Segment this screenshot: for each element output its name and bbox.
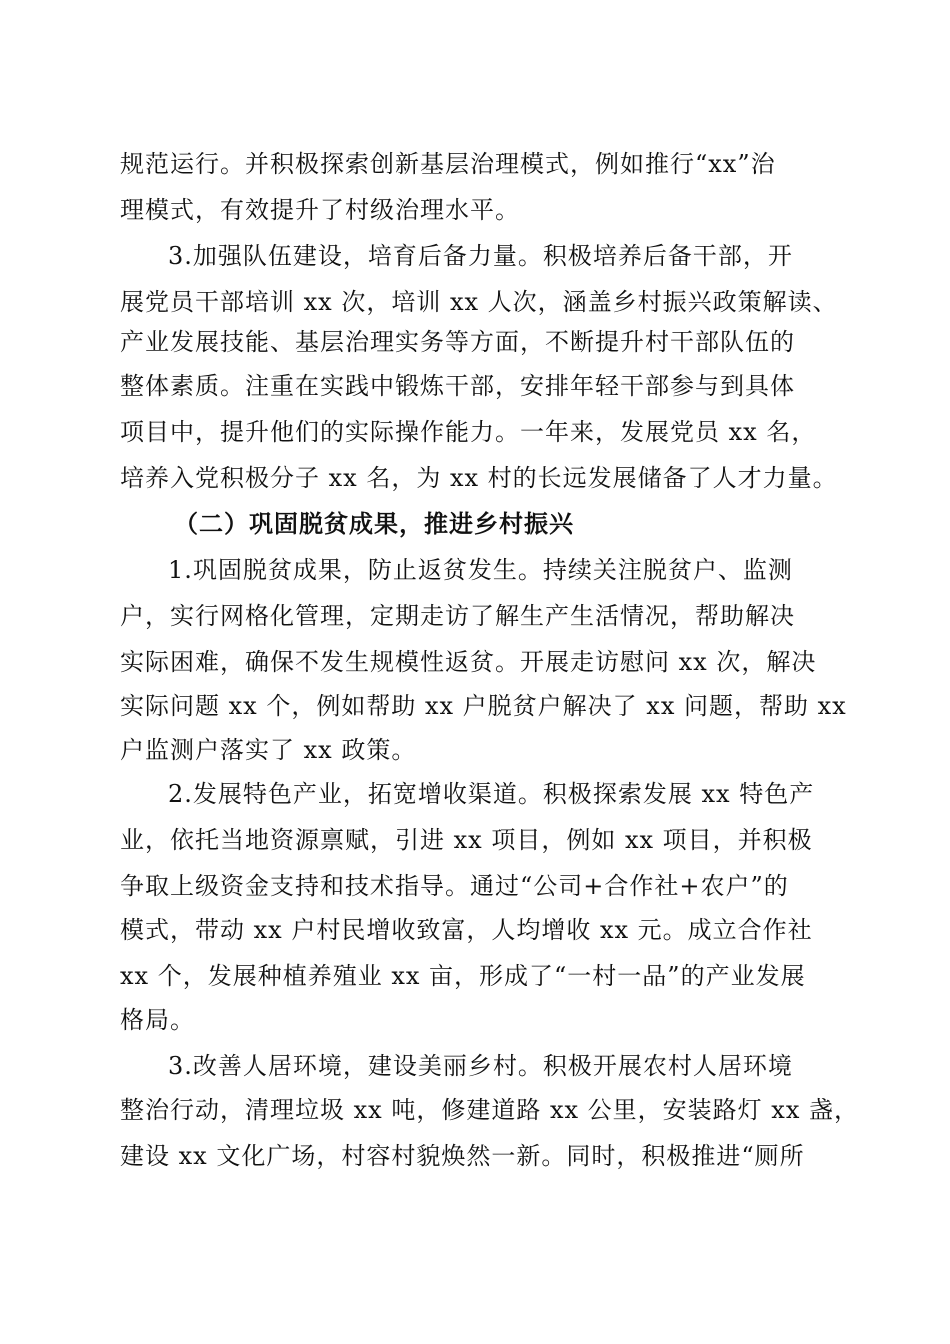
paragraph-line: 实际问题 xx 个，例如帮助 xx 户脱贫户解决了 xx 问题，帮助 xx [120, 692, 847, 720]
paragraph-line: 建设 xx 文化广场，村容村貌焕然一新。同时，积极推进“厕所 [120, 1142, 805, 1170]
paragraph-line: 实际困难，确保不发生规模性返贫。开展走访慰问 xx 次，解决 [120, 648, 817, 676]
paragraph-line: 户监测户落实了 xx 政策。 [120, 736, 417, 764]
paragraph-line: 项目中，提升他们的实际操作能力。一年来，发展党员 xx 名， [120, 418, 817, 446]
paragraph-line: 产业发展技能、基层治理实务等方面，不断提升村干部队伍的 [120, 328, 795, 356]
paragraph-line: 争取上级资金支持和技术指导。通过“公司+合作社+农户”的 [120, 872, 789, 900]
paragraph-line: 3.加强队伍建设，培育后备力量。积极培养后备干部，开 [168, 242, 793, 270]
paragraph-line: 3.改善人居环境，建设美丽乡村。积极开展农村人居环境 [168, 1052, 793, 1080]
paragraph-line: 模式，带动 xx 户村民增收致富，人均增收 xx 元。成立合作社 [120, 916, 813, 944]
paragraph-line: 业，依托当地资源禀赋，引进 xx 项目，例如 xx 项目，并积极 [120, 826, 813, 854]
paragraph-line: xx 个，发展种植养殖业 xx 亩，形成了“一村一品”的产业发展 [120, 962, 806, 990]
paragraph-line: 展党员干部培训 xx 次，培训 xx 人次，涵盖乡村振兴政策解读、 [120, 288, 838, 316]
paragraph-line: 理模式，有效提升了村级治理水平。 [120, 196, 520, 224]
paragraph-line: 1.巩固脱贫成果，防止返贫发生。持续关注脱贫户、监测 [168, 556, 793, 584]
paragraph-line: 户，实行网格化管理，定期走访了解生产生活情况，帮助解决 [120, 602, 795, 630]
paragraph-line: 格局。 [120, 1006, 195, 1034]
paragraph-line: 2.发展特色产业，拓宽增收渠道。积极探索发展 xx 特色产 [168, 780, 815, 808]
paragraph-line: 培养入党积极分子 xx 名，为 xx 村的长远发展储备了人才力量。 [120, 464, 838, 492]
paragraph-line: 整治行动，清理垃圾 xx 吨，修建道路 xx 公里，安装路灯 xx 盏， [120, 1096, 859, 1124]
section-heading: （二）巩固脱贫成果，推进乡村振兴 [174, 509, 574, 538]
paragraph-line: 规范运行。并积极探索创新基层治理模式，例如推行“xx”治 [120, 150, 776, 178]
paragraph-line: 整体素质。注重在实践中锻炼干部，安排年轻干部参与到具体 [120, 372, 795, 400]
